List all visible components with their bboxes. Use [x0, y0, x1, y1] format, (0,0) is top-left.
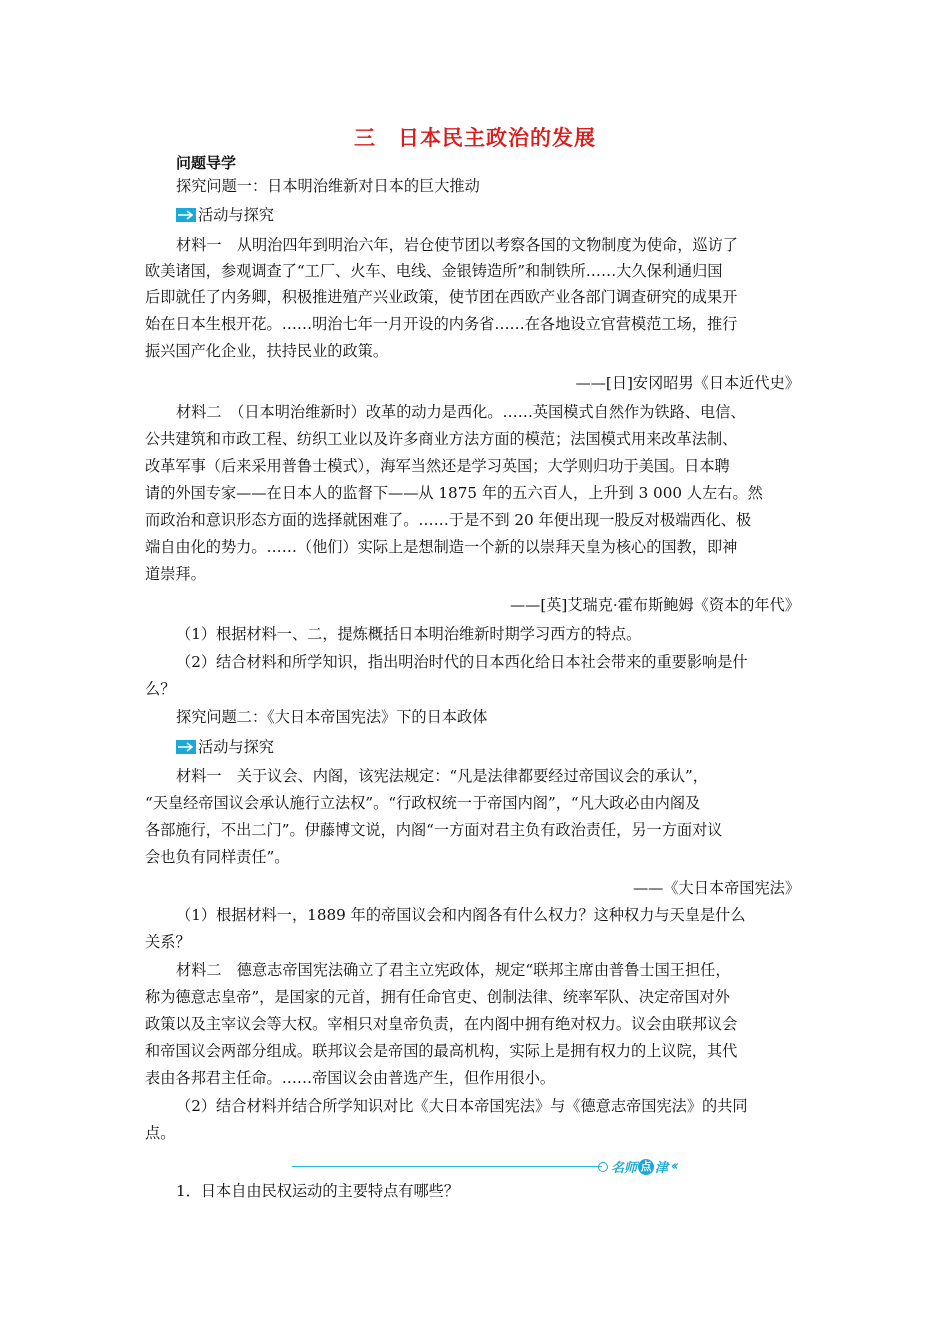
material-line: “天皇经帝国议会承认施行立法权”。“行政权统一于帝国内阁”，“凡大政必由内阁及	[145, 794, 701, 812]
material-line: 后即就任了内务卿，积极推进殖产兴业政策，使节团在西欧产业各部门调查研究的成果开	[145, 288, 738, 306]
sub-question: （2）结合材料和所学知识，指出明治时代的日本西化给日本社会带来的重要影响是什	[176, 653, 748, 671]
material-line: 称为德意志皇帝”，是国家的元首，拥有任命官吏、创制法律、统率军队、决定帝国对外	[145, 988, 730, 1006]
circle-icon	[598, 1162, 608, 1172]
material-line: 请的外国专家——在日本人的监督下——从 1875 年的五六百人，上升到 3 000 人左右。然	[145, 484, 763, 502]
arrow-right-icon	[176, 740, 196, 754]
material-line: 振兴国产化企业，扶持民业的政策。	[145, 342, 388, 360]
sub-question: （1）根据材料一、二，提炼概括日本明治维新时期学习西方的特点。	[176, 625, 642, 643]
material-line: 材料二 （日本明治维新时）改革的动力是西化。……英国模式自然作为铁路、电信、	[176, 403, 746, 421]
material-line: 政策以及主宰议会等大权。宰相只对皇帝负责，在内阁中拥有绝对权力。议会由联邦议会	[145, 1015, 738, 1033]
section-divider	[292, 1166, 602, 1167]
material-source: ——[英]艾瑞克·霍布斯鲍姆《资本的年代》	[509, 596, 800, 614]
activity-text: 活动与探究	[198, 738, 274, 756]
double-chevron-left-icon: ‹‹	[671, 1159, 676, 1174]
sub-question: （2）结合材料并结合所学知识对比《大日本帝国宪法》与《德意志帝国宪法》的共同	[176, 1097, 748, 1115]
material-source: ——《大日本帝国宪法》	[632, 879, 800, 897]
material-line: 表由各邦君主任命。……帝国议会由普选产生，但作用很小。	[145, 1069, 556, 1087]
material-line: 材料二 德意志帝国宪法确立了君主立宪政体，规定“联邦主席由普鲁士国王担任，	[176, 961, 731, 979]
question-two-heading: 探究问题二：《大日本帝国宪法》下的日本政体	[176, 708, 488, 726]
material-line: 端自由化的势力。……（他们）实际上是想制造一个新的以崇拜天皇为核心的国教，即神	[145, 538, 738, 556]
material-line: 会也负有同样责任”。	[145, 848, 290, 866]
sub-question: 关系？	[145, 933, 191, 951]
material-source: ——[日]安冈昭男《日本近代史》	[575, 374, 800, 392]
material-line: 各部施行，不出二门”。伊藤博文说，内阁“一方面对君主负有政治责任，另一方面对议	[145, 821, 723, 839]
material-line: 而政治和意识形态方面的选择就困难了。……于是不到 20 年便出现一股反对极端西化、极	[145, 511, 752, 529]
activity-label-1	[176, 204, 274, 225]
section-heading: 问题导学	[176, 154, 237, 172]
activity-label-2	[176, 736, 274, 757]
material-line: 材料一 从明治四年到明治六年，岩仓使节团以考察各国的文物制度为使命，巡访了	[176, 236, 738, 254]
material-line: 道崇拜。	[145, 565, 206, 583]
page-title: 三 日本民主政治的发展	[354, 126, 596, 150]
sub-question: （1）根据材料一，1889 年的帝国议会和内阁各有什么权力？这种权力与天皇是什么	[176, 906, 746, 924]
material-line: 和帝国议会两部分组成。联邦议会是帝国的最高机构，实际上是拥有权力的上议院，其代	[145, 1042, 738, 1060]
sub-question: 点。	[145, 1124, 176, 1142]
material-line: 公共建筑和市政工程、纺织工业以及许多商业方法方面的模范；法国模式用来改革法制、	[145, 430, 738, 448]
final-question: 1．日本自由民权运动的主要特点有哪些？	[176, 1182, 460, 1200]
material-line: 材料一 关于议会、内阁，该宪法规定：“凡是法律都要经过帝国议会的承认”，	[176, 767, 708, 785]
material-line: 欧美诸国，参观调查了“工厂、火车、电线、金银铸造所”和制铁所……大久保利通归国	[145, 262, 723, 280]
activity-text: 活动与探究	[198, 206, 274, 224]
question-one-heading: 探究问题一：日本明治维新对日本的巨大推动	[176, 177, 480, 195]
teacher-tips-badge: 名师 点 津 ‹‹	[598, 1157, 676, 1176]
arrow-right-icon	[176, 208, 196, 222]
material-line: 始在日本生根开花。……明治七年一月开设的内务省……在各地设立官营模范工场，推行	[145, 315, 738, 333]
sub-question: 么？	[145, 680, 176, 698]
material-line: 改革军事（后来采用普鲁士模式），海军当然还是学习英国；大学则归功于美国。日本聘	[145, 457, 730, 475]
